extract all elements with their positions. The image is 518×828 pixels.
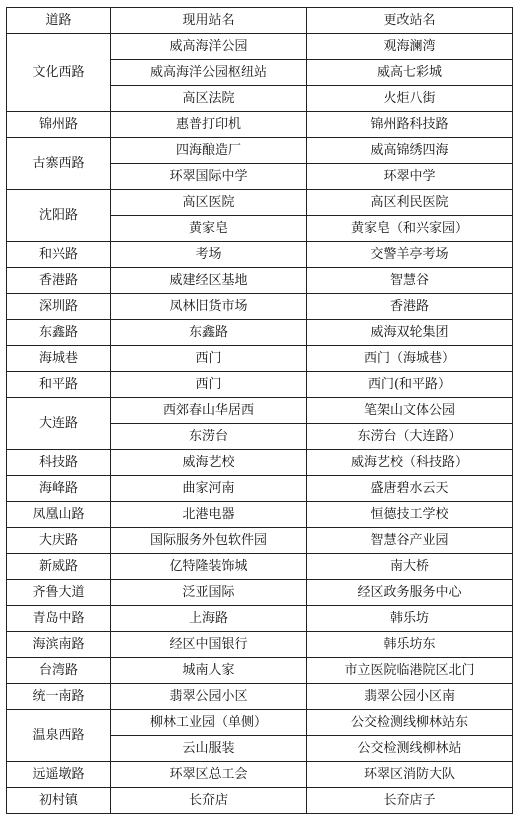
road-name-cell: 初村镇 [7, 788, 111, 814]
road-name-cell: 远遥墩路 [7, 762, 111, 788]
renamed-station-cell: 智慧谷 [307, 268, 513, 294]
current-station-cell: 西门 [111, 346, 307, 372]
road-name-cell: 和兴路 [7, 242, 111, 268]
road-name-cell: 科技路 [7, 450, 111, 476]
current-station-cell: 亿特隆装饰城 [111, 554, 307, 580]
renamed-station-cell: 智慧谷产业园 [307, 528, 513, 554]
renamed-station-cell: 锦州路科技路 [307, 112, 513, 138]
table-row [7, 138, 513, 164]
table-row [7, 242, 513, 268]
table-row [7, 762, 513, 788]
road-name-cell: 台湾路 [7, 658, 111, 684]
renamed-station-cell: 韩乐坊东 [307, 632, 513, 658]
current-station-cell: 上海路 [111, 606, 307, 632]
table-row [7, 450, 513, 476]
road-name-cell: 海峰路 [7, 476, 111, 502]
renamed-station-cell: 西门（海城巷） [307, 346, 513, 372]
renamed-station-cell: 翡翠公园小区南 [307, 684, 513, 710]
table-row [7, 320, 513, 346]
renamed-station-cell: 经区政务服务中心 [307, 580, 513, 606]
renamed-station-cell: 观海澜湾 [307, 34, 513, 60]
renamed-station-cell: 市立医院临港院区北门 [307, 658, 513, 684]
table-row [7, 554, 513, 580]
road-name-cell: 海城巷 [7, 346, 111, 372]
renamed-station-cell: 恒德技工学校 [307, 502, 513, 528]
current-station-cell: 国际服务外包软件园 [111, 528, 307, 554]
renamed-station-cell: 韩乐坊 [307, 606, 513, 632]
current-station-cell: 威高海洋公园 [111, 34, 307, 60]
road-name-cell: 沈阳路 [7, 190, 111, 242]
renamed-station-cell: 高区利民医院 [307, 190, 513, 216]
road-name-cell: 大庆路 [7, 528, 111, 554]
header-row [7, 8, 513, 34]
renamed-station-cell: 黄家皂（和兴家园） [307, 216, 513, 242]
renamed-station-cell: 香港路 [307, 294, 513, 320]
road-name-cell: 统一南路 [7, 684, 111, 710]
current-station-cell: 东涝台 [111, 424, 307, 450]
current-station-cell: 云山服装 [111, 736, 307, 762]
station-rename-table-container [6, 7, 513, 814]
renamed-station-cell: 威高七彩城 [307, 60, 513, 86]
table-row [7, 528, 513, 554]
table-row [7, 112, 513, 138]
table-row [7, 372, 513, 398]
table-row [7, 268, 513, 294]
table-row [7, 710, 513, 736]
table-row [7, 658, 513, 684]
renamed-station-cell: 环翠中学 [307, 164, 513, 190]
table-row [7, 632, 513, 658]
road-name-cell: 和平路 [7, 372, 111, 398]
road-name-cell: 深圳路 [7, 294, 111, 320]
road-name-cell: 青岛中路 [7, 606, 111, 632]
current-station-cell: 曲家河南 [111, 476, 307, 502]
road-name-cell: 大连路 [7, 398, 111, 450]
current-station-cell: 北港电器 [111, 502, 307, 528]
renamed-station-cell: 交警羊亭考场 [307, 242, 513, 268]
current-station-cell: 威建经区基地 [111, 268, 307, 294]
renamed-station-cell: 火炬八街 [307, 86, 513, 112]
road-name-cell: 东鑫路 [7, 320, 111, 346]
renamed-station-cell: 公交检测线柳林站 [307, 736, 513, 762]
table-row [7, 34, 513, 60]
renamed-station-cell: 西门(和平路） [307, 372, 513, 398]
current-station-cell: 西郊春山华居西 [111, 398, 307, 424]
current-station-cell: 翡翠公园小区 [111, 684, 307, 710]
current-station-cell: 西门 [111, 372, 307, 398]
header-road: 道路 [7, 8, 111, 34]
current-station-cell: 黄家皂 [111, 216, 307, 242]
renamed-station-cell: 公交检测线柳林站东 [307, 710, 513, 736]
renamed-station-cell: 盛唐碧水云天 [307, 476, 513, 502]
road-name-cell: 文化西路 [7, 34, 111, 112]
renamed-station-cell: 东涝台（大连路） [307, 424, 513, 450]
current-station-cell: 东鑫路 [111, 320, 307, 346]
road-name-cell: 香港路 [7, 268, 111, 294]
road-name-cell: 古寨西路 [7, 138, 111, 190]
table-row [7, 476, 513, 502]
table-row [7, 346, 513, 372]
table-row [7, 606, 513, 632]
header-current-name: 现用站名 [111, 8, 307, 34]
renamed-station-cell: 长夼店子 [307, 788, 513, 814]
current-station-cell: 城南人家 [111, 658, 307, 684]
table-row [7, 398, 513, 424]
current-station-cell: 威海艺校 [111, 450, 307, 476]
current-station-cell: 泛亚国际 [111, 580, 307, 606]
current-station-cell: 环翠区总工会 [111, 762, 307, 788]
road-name-cell: 温泉西路 [7, 710, 111, 762]
renamed-station-cell: 威高锦绣四海 [307, 138, 513, 164]
current-station-cell: 柳林工业园（单侧） [111, 710, 307, 736]
renamed-station-cell: 环翠区消防大队 [307, 762, 513, 788]
current-station-cell: 惠普打印机 [111, 112, 307, 138]
table-row [7, 580, 513, 606]
table-row [7, 190, 513, 216]
table-body [7, 8, 513, 814]
current-station-cell: 长夼店 [111, 788, 307, 814]
table-row [7, 684, 513, 710]
renamed-station-cell: 笔架山文体公园 [307, 398, 513, 424]
road-name-cell: 锦州路 [7, 112, 111, 138]
road-name-cell: 海滨南路 [7, 632, 111, 658]
header-renamed: 更改站名 [307, 8, 513, 34]
renamed-station-cell: 威海双轮集团 [307, 320, 513, 346]
renamed-station-cell: 南大桥 [307, 554, 513, 580]
current-station-cell: 高区法院 [111, 86, 307, 112]
current-station-cell: 高区医院 [111, 190, 307, 216]
road-name-cell: 凤凰山路 [7, 502, 111, 528]
table-row [7, 294, 513, 320]
table-row [7, 788, 513, 814]
current-station-cell: 考场 [111, 242, 307, 268]
road-name-cell: 齐鲁大道 [7, 580, 111, 606]
current-station-cell: 四海酿造厂 [111, 138, 307, 164]
current-station-cell: 环翠国际中学 [111, 164, 307, 190]
table-row [7, 502, 513, 528]
renamed-station-cell: 威海艺校（科技路） [307, 450, 513, 476]
road-name-cell: 新威路 [7, 554, 111, 580]
current-station-cell: 威高海洋公园枢纽站 [111, 60, 307, 86]
station-rename-table [6, 7, 513, 814]
current-station-cell: 经区中国银行 [111, 632, 307, 658]
current-station-cell: 凤林旧货市场 [111, 294, 307, 320]
